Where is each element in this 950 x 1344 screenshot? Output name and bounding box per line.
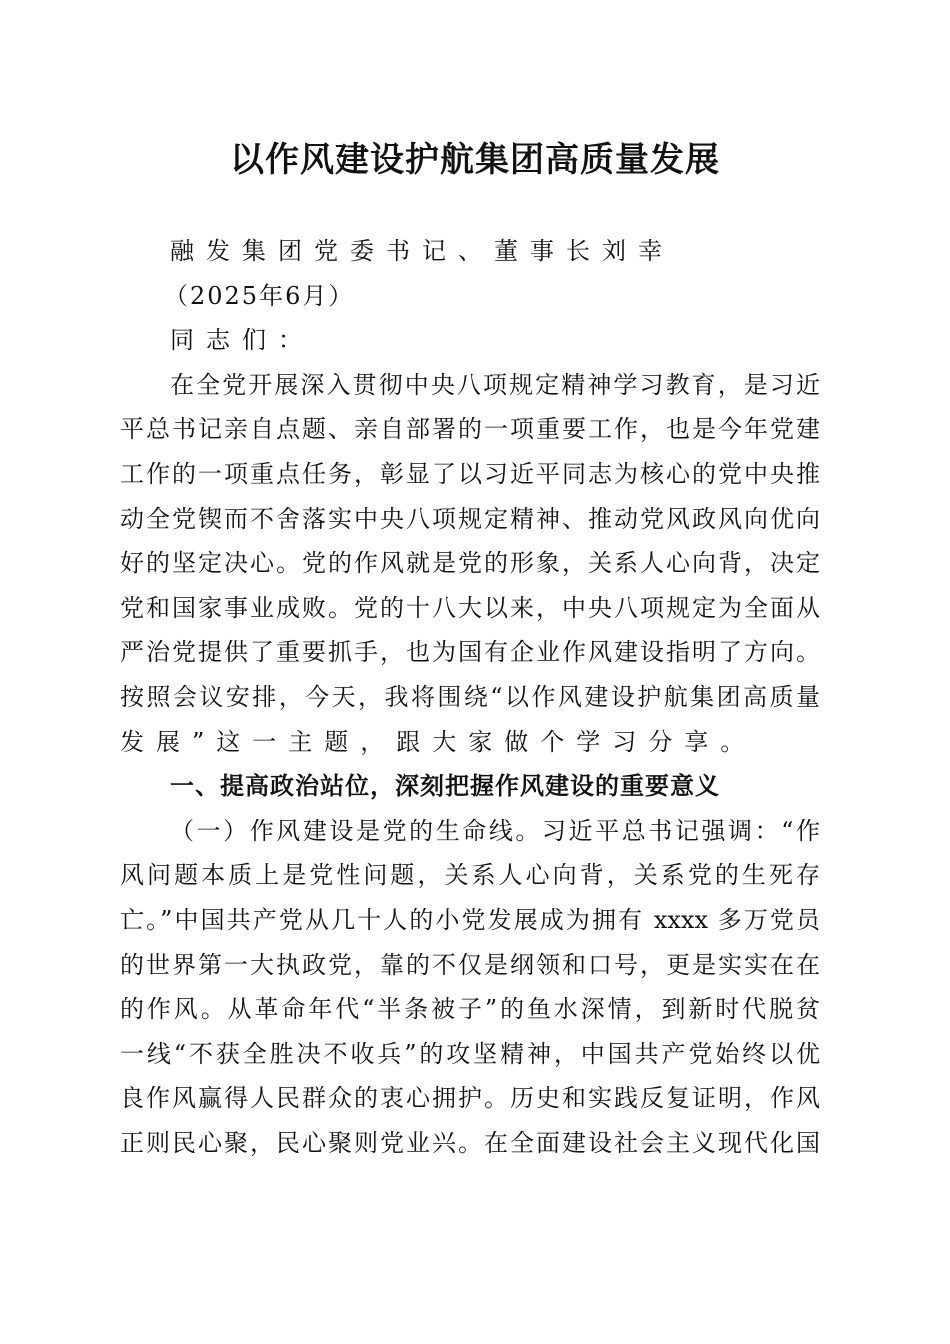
text-line: 亡。”中国共产党从几十人的小党发展成为拥有 xxxx 多万党员 — [120, 905, 820, 934]
section-heading: 一、提高政治站位，深刻把握作风建设的重要意义 — [170, 772, 720, 801]
text-line: 的世界第一大执政党，靠的不仅是纲领和口号，更是实实在在 — [120, 950, 820, 979]
document-title: 以作风建设护航集团高质量发展 — [230, 140, 720, 180]
text-line: （一）作风建设是党的生命线。习近平总书记强调：“作 — [170, 816, 820, 845]
text-line: 正则民心聚，民心聚则党业兴。在全面建设社会主义现代化国 — [120, 1128, 820, 1157]
text-line: 党和国家事业成败。党的十八大以来，中央八项规定为全面从 — [120, 593, 820, 622]
salutation: 同志们： — [170, 326, 314, 355]
author-line: 融发集团党委书记、董事长刘幸 — [170, 237, 674, 265]
text-line: 按照会议安排，今天，我将围绕“以作风建设护航集团高质量 — [120, 682, 820, 711]
paragraph-intro — [120, 363, 820, 764]
document-body — [120, 229, 820, 1165]
text-line: 发展”这一主题，跟大家做个学习分享。 — [120, 727, 757, 756]
text-line: 好的坚定决心。党的作风就是党的形象，关系人心向背，决定 — [120, 549, 820, 578]
text-line: 工作的一项重点任务，彰显了以习近平同志为核心的党中央推 — [120, 459, 820, 488]
text-line: 的作风。从革命年代“半条被子”的鱼水深情，到新时代脱贫 — [120, 995, 820, 1024]
text-line: 在全党开展深入贯彻中央八项规定精神学习教育，是习近 — [170, 370, 820, 399]
text-line: 严治党提供了重要抓手，也为国有企业作风建设指明了方向。 — [120, 638, 820, 667]
text-line: 一线“不获全胜决不收兵”的攻坚精神，中国共产党始终以优 — [120, 1039, 820, 1068]
text-line: 动全党锲而不舍落实中央八项规定精神、推动党风政风向优向 — [120, 504, 820, 533]
paragraph-section-1 — [120, 809, 820, 1166]
text-line: 风问题本质上是党性问题，关系人心向背，关系党的生死存 — [120, 861, 820, 890]
text-line: 良作风赢得人民群众的衷心拥护。历史和实践反复证明，作风 — [120, 1084, 820, 1113]
date-line: （2025年6月） — [164, 281, 355, 310]
text-line: 平总书记亲自点题、亲自部署的一项重要工作，也是今年党建 — [120, 415, 820, 444]
